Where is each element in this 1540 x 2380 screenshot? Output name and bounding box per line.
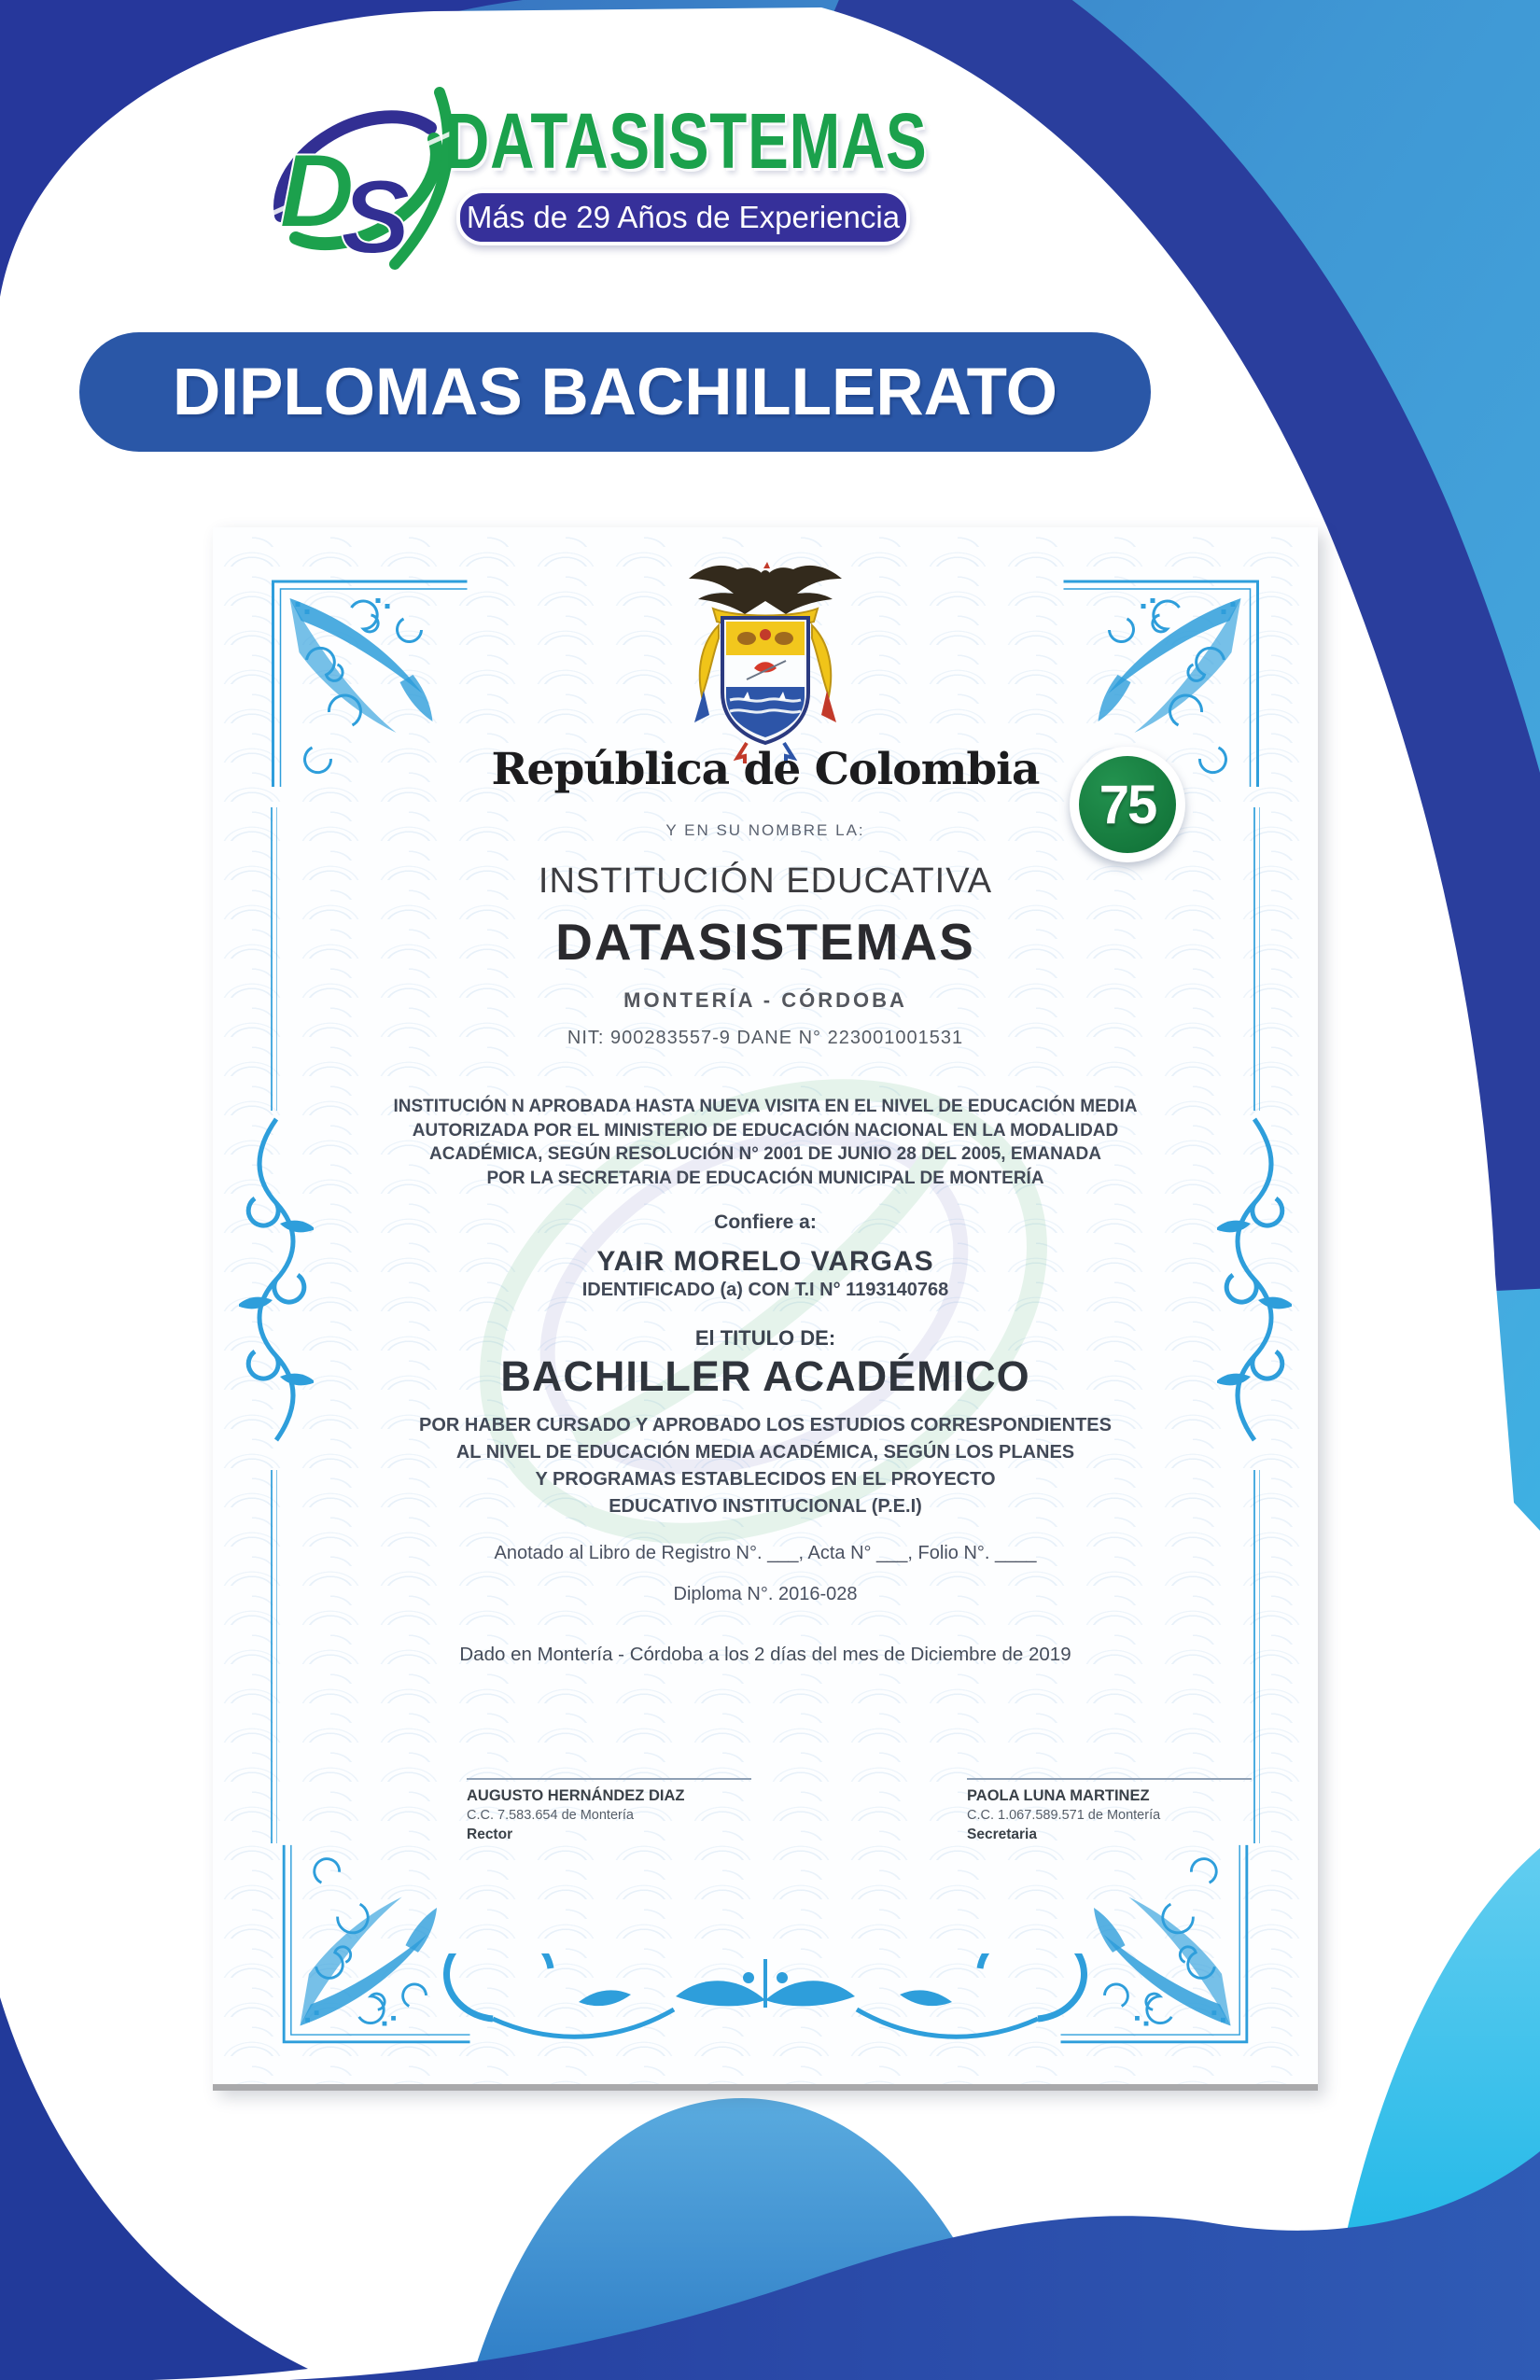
bottom-flourish-icon: [411, 1953, 1120, 2056]
signer-role: Secretaria: [967, 1827, 1037, 1842]
brand-tagline: Más de 29 Años de Experiencia: [466, 200, 901, 234]
border-line-right-bottom: [1253, 1470, 1260, 1843]
monogram-letter-s: S: [341, 159, 411, 275]
registry-line: Anotado al Libro de Registro N°. ___, Acta N° ___, Folio N°. ____: [494, 1543, 1037, 1563]
country-title: República de Colombia: [491, 744, 1040, 795]
brand-tagline-pill: [456, 189, 910, 245]
institution-name: DATASISTEMAS: [555, 913, 975, 971]
student-name: YAIR MORELO VARGAS: [596, 1246, 934, 1277]
approval-line: POR LA SECRETARIA DE EDUCACIÓN MUNICIPAL DE MONTERÍA: [486, 1168, 1044, 1188]
diploma-number-line: Diploma N°. 2016-028: [673, 1584, 858, 1604]
signer-name: AUGUSTO HERNÁNDEZ DIAZ: [467, 1787, 685, 1804]
student-id-line: IDENTIFICADO (a) CON T.I N° 1193140768: [581, 1280, 949, 1300]
title-label: El TITULO DE:: [694, 1326, 836, 1350]
corner-flourish-top-left-icon: [261, 565, 471, 789]
approval-line: AUTORIZADA POR EL MINISTERIO DE EDUCACIÓN NACIONAL EN LA MODALIDAD: [412, 1120, 1119, 1141]
ds-watermark-icon: [446, 994, 1081, 1629]
signature-line: [967, 1778, 1252, 1780]
issued-line: Dado en Montería - Córdoba a los 2 días del mes de Diciembre de 2019: [459, 1644, 1071, 1665]
anniversary-badge-value: 75: [1079, 756, 1176, 853]
datasistemas-logo: [247, 79, 1013, 294]
corner-flourish-top-right-icon: [1059, 565, 1269, 789]
reason-line: POR HABER CURSADO Y APROBADO LOS ESTUDIOS CORRESPONDIENTES: [419, 1415, 1112, 1435]
in-name-line: Y EN SU NOMBRE LA:: [665, 821, 865, 839]
reason-paragraph: [419, 1412, 1112, 1520]
signer-document: C.C. 1.067.589.571 de Montería: [967, 1808, 1161, 1823]
signature-block-rector: [467, 1778, 751, 1843]
brand-name: DATASISTEMAS: [445, 97, 928, 185]
border-line-right-top: [1253, 807, 1260, 1111]
ds-monogram-icon: [247, 79, 458, 277]
reason-line: Y PROGRAMAS ESTABLECIDOS EN EL PROYECTO: [535, 1469, 996, 1490]
signature-block-secretaria: [967, 1778, 1252, 1843]
border-line-left-top: [271, 807, 277, 1111]
scroll-ornament-right-icon: [1217, 1113, 1292, 1468]
diplomas-banner: [79, 332, 1151, 452]
reason-line: EDUCATIVO INSTITUCIONAL (P.E.I): [609, 1496, 922, 1517]
confers-label: Confiere a:: [714, 1211, 817, 1233]
signer-document: C.C. 7.583.654 de Montería: [467, 1808, 634, 1823]
signer-role: Rector: [467, 1827, 513, 1842]
monogram-letter-d: D: [279, 133, 355, 249]
approval-line: ACADÉMICA, SEGÚN RESOLUCIÓN N° 2001 DE JUNIO 28 DEL 2005, EMANADA: [429, 1144, 1101, 1164]
colombia-coat-of-arms-icon: [681, 560, 849, 765]
signature-line: [467, 1778, 751, 1780]
banner-title: DIPLOMAS BACHILLERATO: [173, 355, 1057, 429]
border-line-left-bottom: [271, 1470, 277, 1843]
reason-line: AL NIVEL DE EDUCACIÓN MEDIA ACADÉMICA, SEGÚN LOS PLANES: [455, 1442, 1075, 1463]
scroll-ornament-left-icon: [239, 1113, 314, 1468]
institution-location: MONTERÍA - CÓRDOBA: [623, 988, 907, 1012]
degree-title: BACHILLER ACADÉMICO: [500, 1352, 1030, 1400]
approval-paragraph: [394, 1095, 1138, 1190]
signer-name: PAOLA LUNA MARTINEZ: [967, 1787, 1150, 1804]
anniversary-badge: [1070, 747, 1185, 862]
approval-line: INSTITUCIÓN N APROBADA HASTA NUEVA VISITA EN EL NIVEL DE EDUCACIÓN MEDIA: [393, 1097, 1138, 1116]
institution-type: INSTITUCIÓN EDUCATIVA: [538, 861, 993, 901]
nit-line: NIT: 900283557-9 DANE N° 223001001531: [567, 1028, 964, 1048]
